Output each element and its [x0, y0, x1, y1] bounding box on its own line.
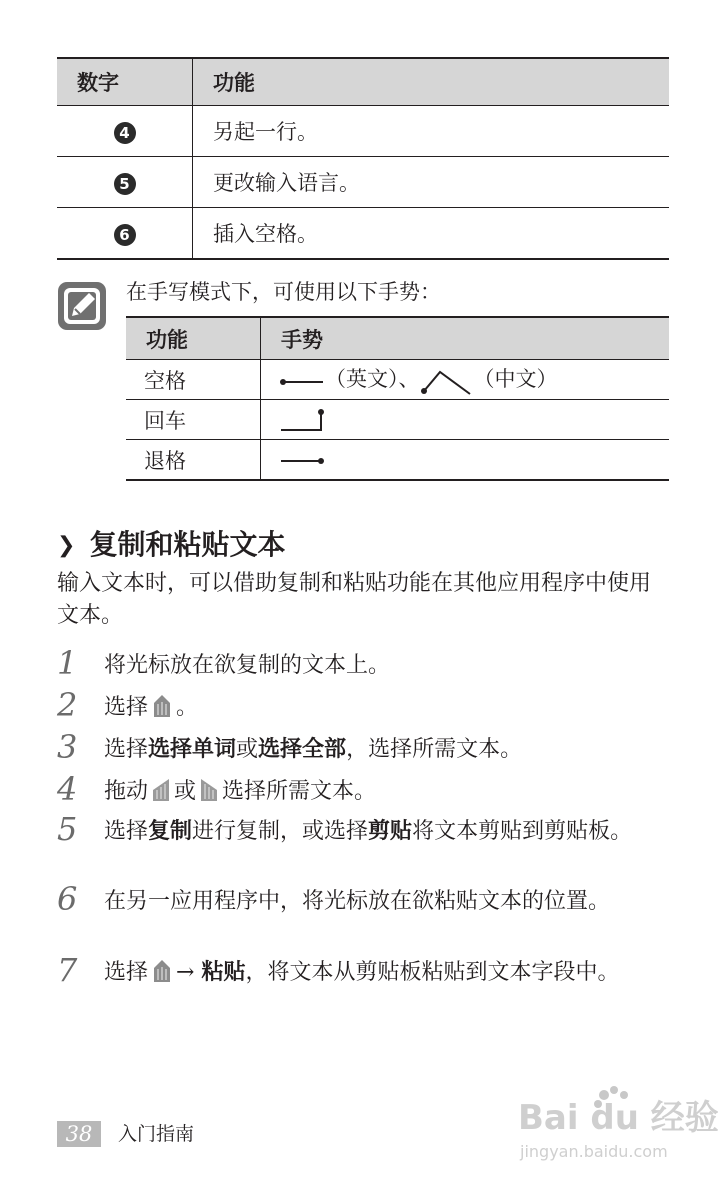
step-text-part: 选择	[104, 819, 149, 844]
chevron-right-icon: ❯	[57, 533, 76, 558]
select-all-option: 选择全部	[258, 737, 347, 762]
copy-option: 复制	[148, 819, 193, 844]
gesture-row	[126, 360, 669, 400]
number-cell	[57, 157, 193, 208]
number-badge: 4	[114, 122, 136, 144]
function-cell: 更改输入语言。	[193, 157, 670, 208]
arrow-right-icon: →	[176, 960, 195, 985]
header-function: 功能	[193, 58, 670, 106]
text-cursor-handle-icon	[152, 959, 172, 983]
step-text-part: 拖动	[104, 779, 149, 804]
step-text	[104, 957, 664, 988]
step-text-part: 。	[176, 695, 199, 720]
table-header-row	[57, 58, 669, 106]
gesture-row	[126, 440, 669, 481]
note-pencil-icon	[56, 280, 108, 332]
table-row	[57, 106, 669, 157]
table-row	[57, 157, 669, 208]
text-cursor-handle-icon	[152, 694, 172, 718]
function-table	[57, 57, 669, 260]
step-text	[104, 776, 664, 807]
note-text: 在手写模式下，可使用以下手势：	[126, 280, 441, 304]
step-text-part: 在另一应用程序中，将光标放在欲粘贴文本的位置。	[104, 889, 611, 914]
gesture-table	[126, 316, 669, 481]
left-selection-handle-icon	[152, 778, 170, 802]
gesture-cell	[261, 440, 670, 481]
section-intro: 输入文本时，可以借助复制和粘贴功能在其他应用程序中使用文本。	[57, 571, 652, 628]
section-heading	[57, 523, 285, 563]
step-text-part: 将文本剪贴到剪贴板。	[412, 819, 633, 844]
step-text-part: 或	[174, 779, 197, 804]
header-function: 功能	[126, 317, 261, 360]
number-badge: 5	[114, 173, 136, 195]
page-number: 38	[57, 1121, 101, 1147]
step-text-part: 进行复制，或选择	[192, 819, 369, 844]
gesture-label-chinese: （中文）	[473, 367, 558, 392]
watermark-url: jingyan.baidu.com	[520, 1142, 668, 1161]
header-gesture: 手势	[261, 317, 670, 360]
gesture-function: 回车	[126, 400, 261, 440]
paste-option: 粘贴	[201, 960, 246, 985]
backspace-gesture-icon	[279, 454, 329, 468]
table-row	[57, 208, 669, 260]
gesture-label-english: （英文）、	[325, 367, 420, 392]
space-gesture-chinese-icon	[420, 366, 474, 396]
step-number: 7	[57, 951, 78, 989]
step-text-part: 选择所需文本。	[222, 779, 377, 804]
step-text-part: 或	[236, 737, 259, 762]
step-number: 4	[57, 770, 78, 808]
header-number: 数字	[57, 58, 193, 106]
watermark-brand: Bai du 经验	[518, 1098, 719, 1138]
step-text-part: ，将文本从剪贴板粘贴到文本字段中。	[245, 960, 620, 985]
step-text	[104, 650, 664, 681]
step-text	[104, 816, 664, 847]
step-text	[104, 734, 664, 765]
step-text-part: ，选择所需文本。	[346, 737, 523, 762]
section-title: 复制和粘贴文本	[89, 528, 286, 561]
step-text-part: 选择	[104, 737, 149, 762]
step-text-part: 选择	[104, 695, 149, 720]
step-number: 5	[57, 810, 78, 848]
number-cell	[57, 208, 193, 260]
gesture-row	[126, 400, 669, 440]
step-number: 3	[57, 728, 78, 766]
right-selection-handle-icon	[200, 778, 218, 802]
gesture-cell	[261, 360, 670, 400]
baidu-jingyan-watermark	[518, 1085, 719, 1165]
gesture-header-row	[126, 317, 669, 360]
step-text-part: 选择	[104, 960, 149, 985]
step-number: 1	[57, 644, 78, 682]
step-number: 6	[57, 880, 78, 918]
gesture-cell	[261, 400, 670, 440]
gesture-function: 空格	[126, 360, 261, 400]
select-word-option: 选择单词	[148, 737, 237, 762]
step-text	[104, 886, 664, 917]
function-cell: 插入空格。	[193, 208, 670, 260]
step-text	[104, 692, 664, 723]
step-text-part: 将光标放在欲复制的文本上。	[104, 653, 391, 678]
gesture-function: 退格	[126, 440, 261, 481]
number-cell	[57, 106, 193, 157]
function-cell: 另起一行。	[193, 106, 670, 157]
number-badge: 6	[114, 224, 136, 246]
footer-title: 入门指南	[118, 1123, 195, 1145]
enter-gesture-icon	[279, 406, 329, 434]
step-number: 2	[57, 686, 78, 724]
space-gesture-english-icon	[279, 374, 325, 388]
cut-option: 剪贴	[368, 819, 413, 844]
